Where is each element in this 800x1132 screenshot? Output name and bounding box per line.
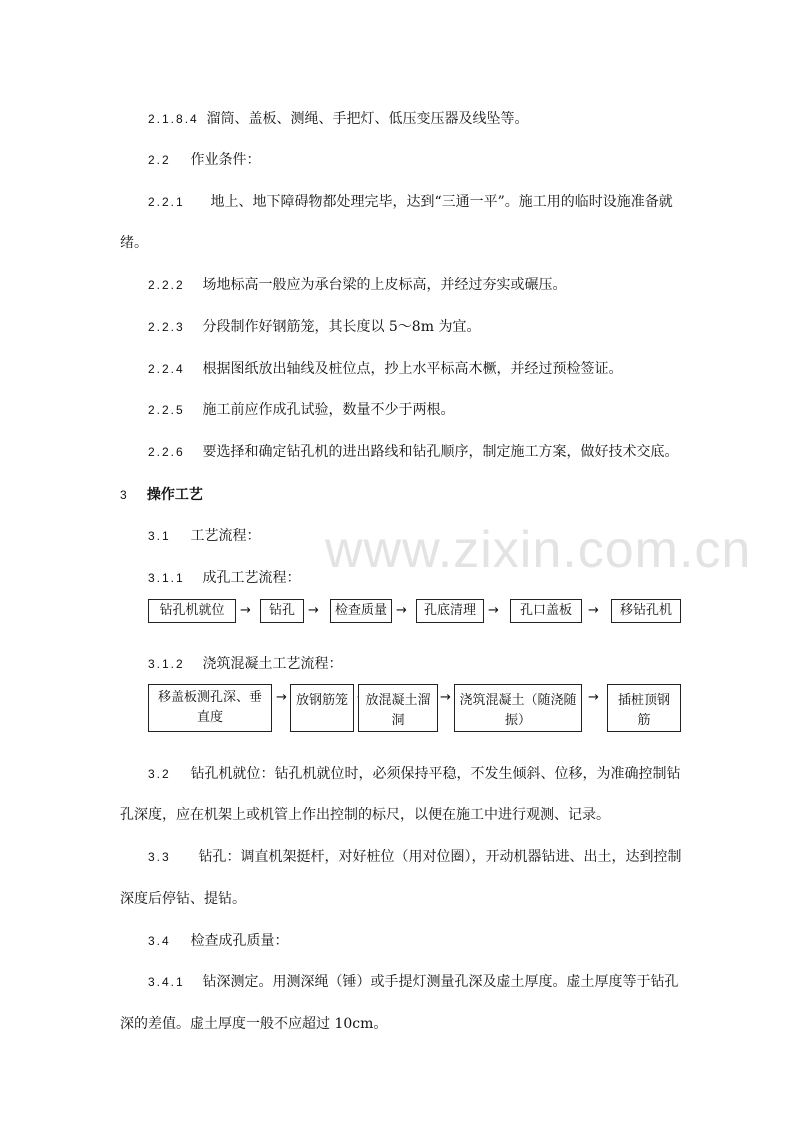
section-number: 3 (120, 488, 129, 502)
paragraph-2-2-1 (148, 192, 673, 212)
paragraph-text: 施工前应作成孔试验，数量不少于两根。 (202, 402, 455, 418)
paragraph-2-2-6 (148, 442, 678, 462)
section-number: 3.3 (148, 850, 171, 864)
flow-step: 孔底清理 (416, 599, 484, 623)
paragraph-text: 要选择和确定钻孔机的进出路线和钻孔顺序，制定施工方案，做好技术交底。 (202, 444, 679, 460)
paragraph-3-1-2 (148, 654, 342, 674)
paragraph-2-2-2 (148, 275, 566, 295)
section-number: 2.2.3 (148, 320, 185, 334)
paragraph-2-2 (148, 150, 260, 170)
section-number: 2.2.4 (148, 362, 185, 376)
section-number: 3.4.1 (148, 975, 185, 989)
paragraph-2-2-1-continued: 绪。 (120, 235, 148, 251)
arrow-right-icon: → (240, 603, 251, 618)
flow-step: 检查质量 (330, 599, 392, 623)
section-number: 2.2.1 (148, 195, 185, 209)
paragraph-2-2-4 (148, 359, 622, 379)
paragraph-3-1-1 (148, 568, 300, 588)
section-number: 2.1.8.4 (148, 112, 199, 126)
paragraph-text: 钻孔机就位：钻孔机就位时，必须保持平稳，不发生倾斜、位移，为准确控制钻 (190, 766, 681, 782)
paragraph-text: 分段制作好钢筋笼，其长度以 5～8m 为宜。 (202, 319, 481, 335)
paragraph-3-4-1 (148, 972, 678, 992)
paragraph-text: 地上、地下障碍物都处理完毕，达到“三通一平”。施工用的临时设施准备就 (210, 194, 673, 210)
paragraph-2-1-8-4 (148, 109, 528, 129)
flow-step: 插桩顶钢筋 (607, 684, 681, 732)
section-number: 3.4 (148, 934, 171, 948)
heading-text: 操作工艺 (146, 487, 203, 503)
arrow-right-icon: → (276, 690, 287, 705)
section-heading-3 (120, 485, 203, 505)
arrow-right-icon: → (308, 603, 319, 618)
paragraph-2-2-3 (148, 317, 480, 337)
flow-step: 孔口盖板 (510, 599, 582, 623)
paragraph-3-4 (148, 931, 288, 951)
paragraph-3-3-continued: 深度后停钻、提钻。 (120, 891, 246, 907)
arrow-right-icon: → (588, 690, 599, 705)
section-number: 3.1 (148, 529, 171, 543)
paragraph-text: 溜筒、盖板、测绳、手把灯、低压变压器及线坠等。 (206, 111, 529, 127)
section-number: 2.2.6 (148, 445, 185, 459)
flow-step: 钻孔机就位 (148, 599, 236, 623)
section-number: 3.1.2 (148, 657, 185, 671)
paragraph-3-3 (148, 847, 681, 867)
flow-step: 移盖板测孔深、垂直度 (148, 684, 272, 732)
paragraph-text: 成孔工艺流程： (202, 570, 301, 586)
paragraph-text: 场地标高一般应为承台梁的上皮标高，并经过夯实或碾压。 (202, 277, 567, 293)
paragraph-text: 钻孔：调直机架挺杆，对好桩位（用对位圈），开动机器钻进、出土，达到控制 (198, 849, 682, 865)
paragraph-text: 工艺流程： (190, 528, 261, 544)
section-number: 3.2 (148, 767, 171, 781)
flow-step: 钻孔 (260, 599, 304, 623)
flow-step: 移钻孔机 (611, 599, 681, 623)
paragraph-text: 钻深测定。用测深绳（锤）或手提灯测量孔深及虚土厚度。虚土厚度等于钻孔 (202, 974, 679, 990)
paragraph-3-2-continued: 孔深度，应在机架上或机管上作出控制的标尺，以便在施工中进行观测、记录。 (120, 807, 610, 823)
flow-step: 放混凝土溜洞 (358, 684, 438, 732)
flow-step: 放钢筋笼 (290, 684, 354, 732)
section-number: 3.1.1 (148, 571, 185, 585)
paragraph-3-4-1-continued: 深的差值。虚土厚度一般不应超过 10cm。 (120, 1016, 388, 1032)
arrow-right-icon: → (588, 603, 599, 618)
arrow-right-icon: → (440, 690, 451, 705)
paragraph-text: 浇筑混凝土工艺流程： (202, 656, 343, 672)
arrow-right-icon: → (396, 603, 407, 618)
paragraph-text: 根据图纸放出轴线及桩位点，抄上水平标高木橛，并经过预检签证。 (202, 361, 623, 377)
paragraph-text: 检查成孔质量： (190, 933, 289, 949)
flow-step: 浇筑混凝土（随浇随振） (454, 684, 582, 732)
section-number: 2.2.5 (148, 403, 185, 417)
watermark: www.zixin.com.cn (325, 521, 752, 579)
section-number: 2.2 (148, 153, 171, 167)
section-number: 2.2.2 (148, 278, 185, 292)
paragraph-3-1 (148, 526, 260, 546)
paragraph-3-2 (148, 764, 680, 784)
paragraph-2-2-5 (148, 400, 454, 420)
paragraph-text: 作业条件： (190, 152, 261, 168)
arrow-right-icon: → (488, 603, 499, 618)
